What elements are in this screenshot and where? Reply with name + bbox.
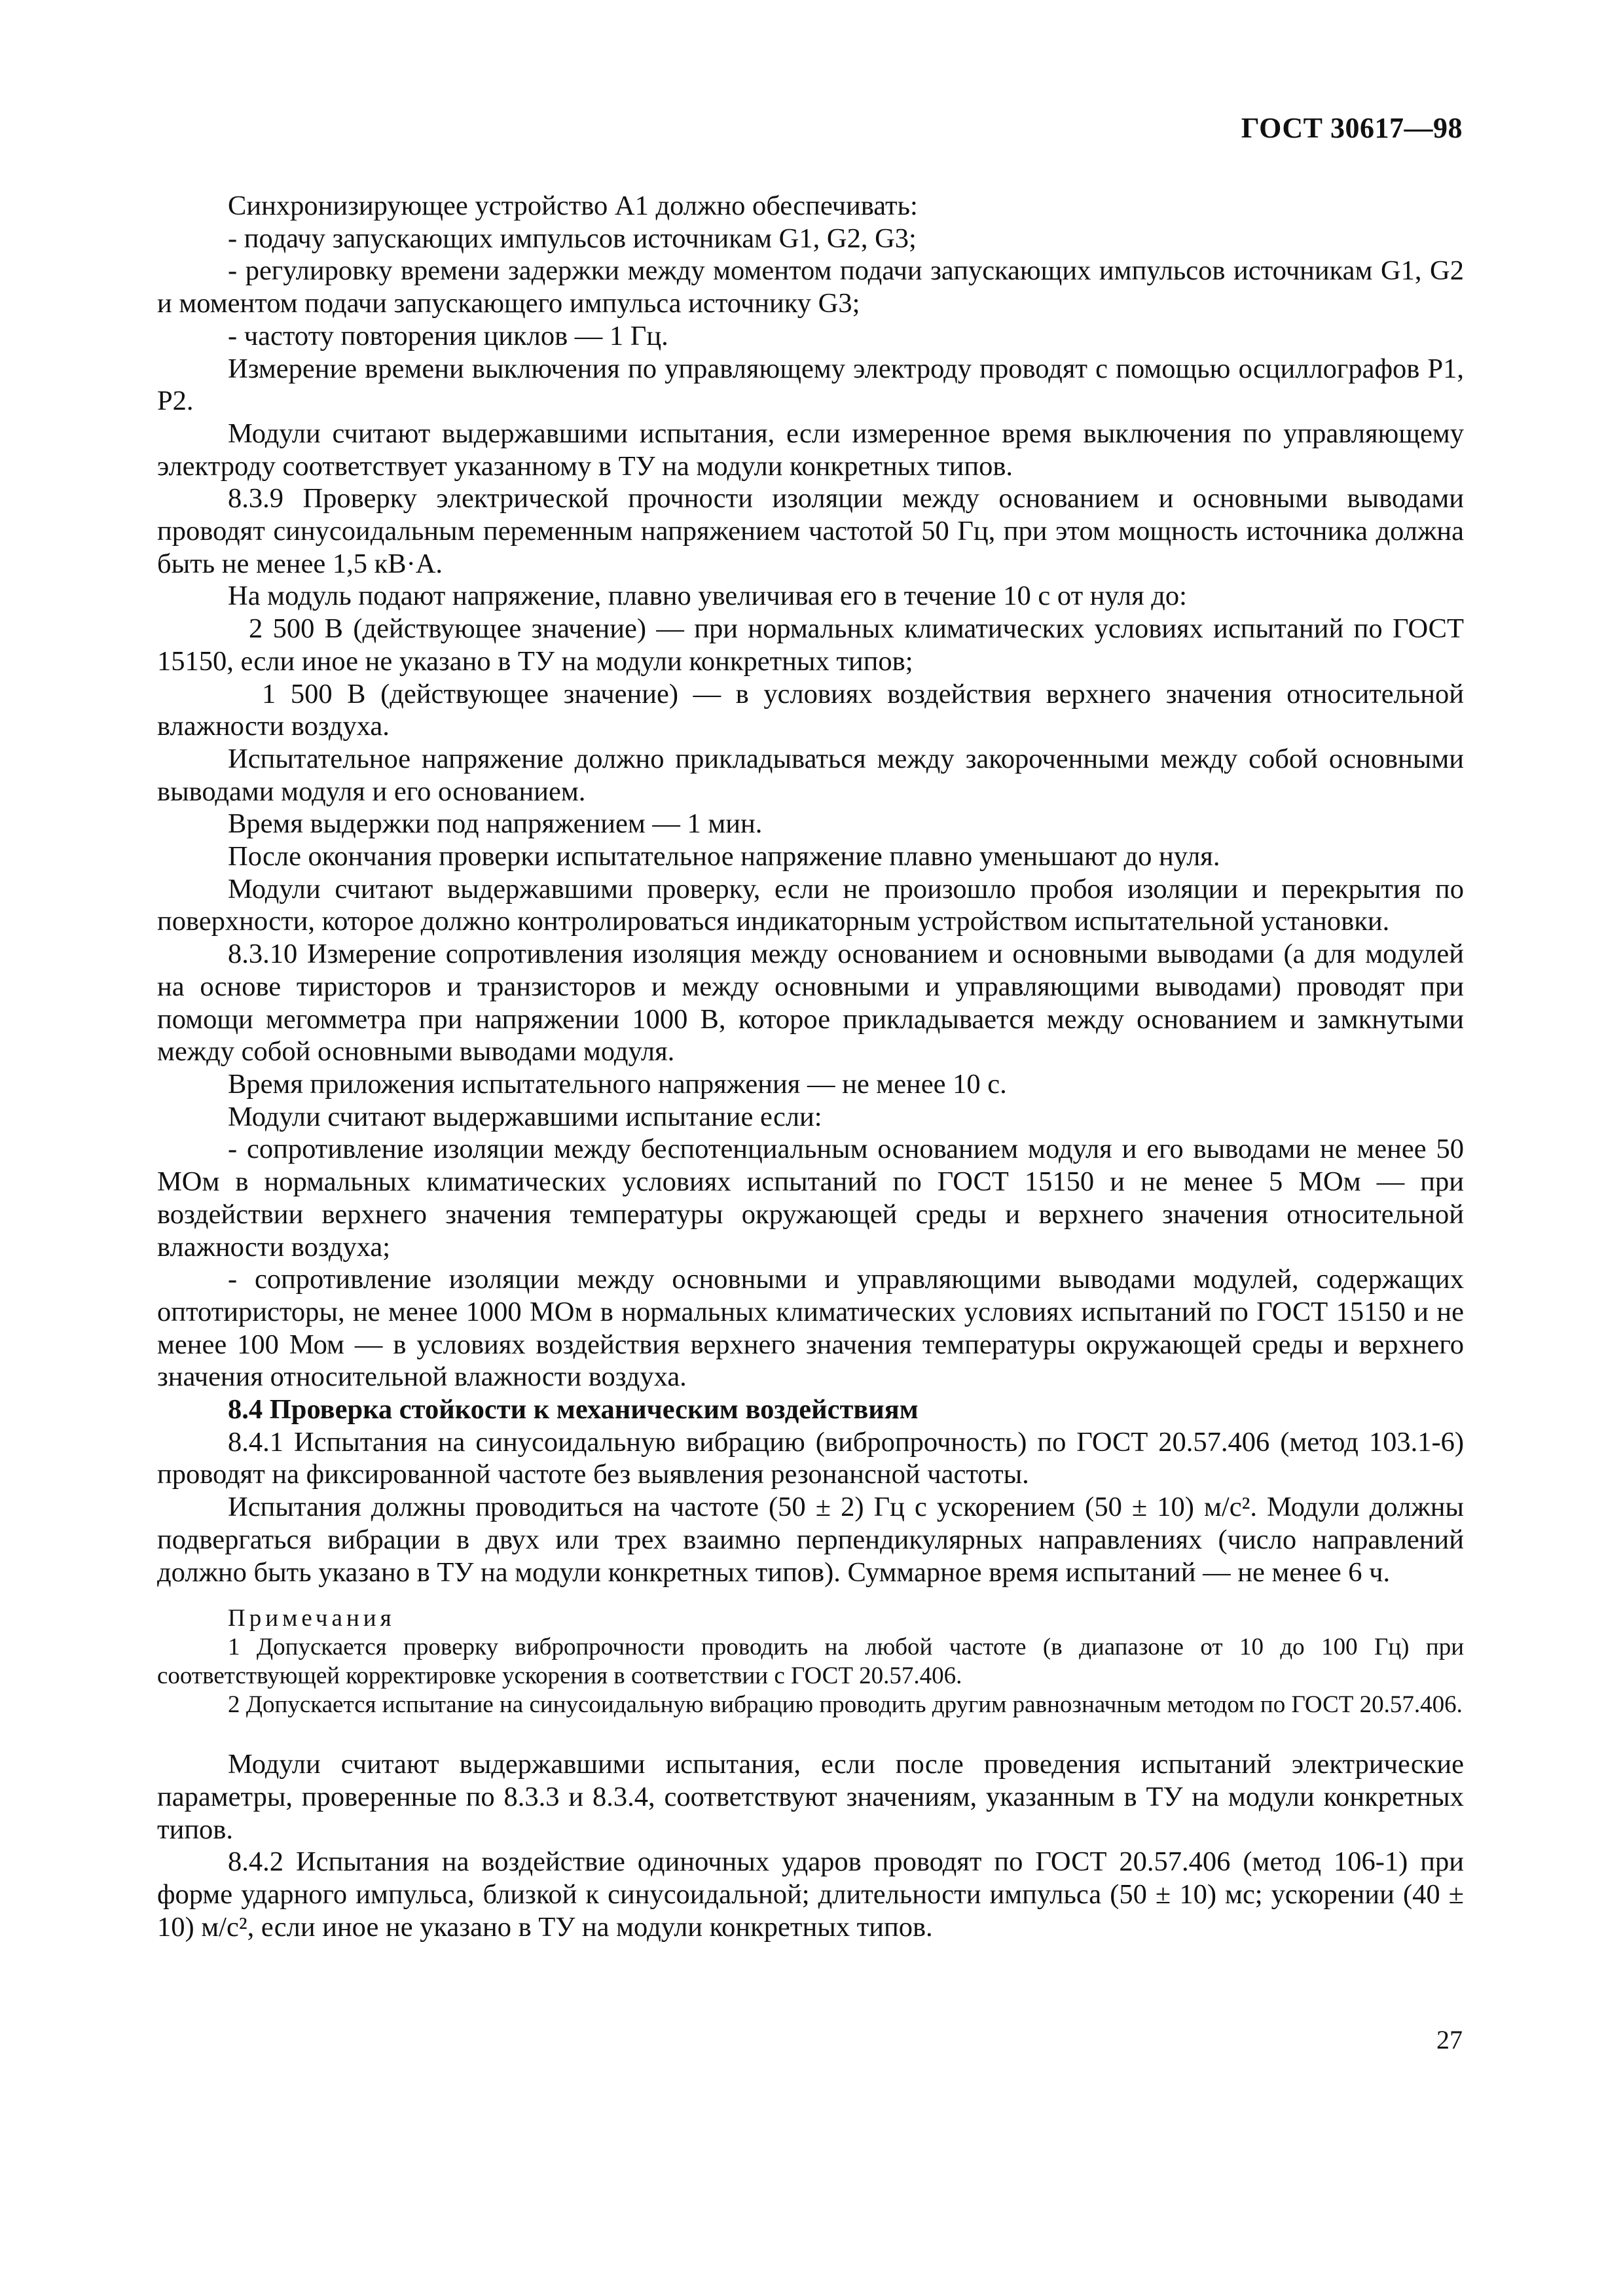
page-number: 27 [1436,2025,1463,2054]
paragraph-8-3-9: 8.3.9 Проверку электрической прочности изоляции между основанием и основными выводами проводят синусоидальным переменным напряжением частотой 50 Гц, при этом мощность источника должна быть не менее 1,5 кВ·А. [157,483,1464,579]
list-item: - частоту повторения циклов — 1 Гц. [228,320,668,351]
body-text [157,190,1464,1943]
list-item: - сопротивление изоляции между основными и управляющими выводами модулей, содержащих оптотиристоры, не менее 1000 МОм в нормальных климатических условиях испытаний по ГОСТ 15150 и не менее 100 Мом — в условиях воздействия верхнего значения температуры окружающей среды и верхнего значения относительной влажности воздуха. [157,1264,1464,1393]
paragraph: На модуль подают напряжение, плавно увеличивая его в течение 10 с от нуля до: [228,581,1187,612]
voltage-item: 2 500 В (действующее значение) — при нормальных климатических условиях испытаний по ГОСТ 15150, если иное не указано в ТУ на модули конкретных типов; [157,613,1464,677]
paragraph: Модули считают выдержавшими испытание если: [228,1101,822,1132]
after-notes [157,1748,1464,1943]
paragraph-8-4-2: 8.4.2 Испытания на воздействие одиночных ударов проводят по ГОСТ 20.57.406 (метод 106-1) при форме ударного импульса, близкой к синусоидальной; длительности импульса (50 ± 10) мс; ускорении (40 ± 10) м/с², если иное не указано в ТУ на модули конкретных типов. [157,1846,1464,1943]
voltage-item: 1 500 В (действующее значение) — в условиях воздействия верхнего значения относительной влажности воздуха. [157,678,1464,742]
paragraph: Измерение времени выключения по управляющему электроду проводят с помощью осциллографов Р1, Р2. [157,353,1464,417]
paragraph: Время приложения испытательного напряжения — не менее 10 с. [228,1068,1007,1100]
paragraph-8-3-10: 8.3.10 Измерение сопротивления изоляция между основанием и основными выводами (а для модулей на основе тиристоров и транзисторов и между основными и управляющими выводами) проводят при помощи мегомметра при напряжении 1000 В, которое прикладывается между основанием и замкнутыми между собой основными выводами модуля. [157,939,1464,1067]
note-item: 1 Допускается проверку вибропрочности проводить на любой частоте (в диапазоне от 10 до 100 Гц) при соответствующей корректировке ускорения в соответствии с ГОСТ 20.57.406. [157,1634,1464,1690]
standard-header: ГОСТ 30617—98 [1241,112,1463,144]
paragraph: Испытательное напряжение должно прикладываться между закороченными между собой основными выводами модуля и его основанием. [157,743,1464,807]
notes-block [157,1604,1464,1719]
list-item: - регулировку времени задержки между моментом подачи запускающих импульсов источникам G1, G2 и моментом подачи запускающего импульса источнику G3; [157,255,1464,319]
paragraph: Модули считают выдержавшими проверку, если не произошло пробоя изоляции и перекрытия по поверхности, которое должно контролироваться индикаторным устройством испытательной установки. [157,873,1464,937]
section-heading-8-4: 8.4 Проверка стойкости к механическим воздействиям [228,1394,919,1426]
paragraph: Время выдержки под напряжением — 1 мин. [228,808,763,840]
paragraph: Модули считают выдержавшими испытания, если после проведения испытаний электрические параметры, проверенные по 8.3.3 и 8.3.4, соответствуют значениям, указанным в ТУ на модули конкретных типов. [157,1749,1464,1845]
paragraph: Синхронизирующее устройство А1 должно обеспечивать: [228,190,918,221]
paragraph-8-4-1: 8.4.1 Испытания на синусоидальную вибрацию (вибропрочность) по ГОСТ 20.57.406 (метод 103.1-6) проводят на фиксированной частоте без выявления резонансной частоты. [157,1426,1464,1490]
notes-title: Примечания [228,1605,395,1632]
paragraph: Испытания должны проводиться на частоте (50 ± 2) Гц с ускорением (50 ± 10) м/с². Модули должны подвергаться вибрации в двух или трех взаимно перпендикулярных направлениях (число направлений должно быть указано в ТУ на модули конкретных типов). Суммарное время испытаний — не менее 6 ч. [157,1492,1464,1588]
paragraph: Модули считают выдержавшими испытания, если измеренное время выключения по управляющему электроду соответствует указанному в ТУ на модули конкретных типов. [157,418,1464,482]
paragraph: После окончания проверки испытательное напряжение плавно уменьшают до нуля. [228,841,1220,872]
list-item: - сопротивление изоляции между беспотенциальным основанием модуля и его выводами не менее 50 МОм в нормальных климатических условиях испытаний по ГОСТ 15150 и не менее 5 МОм — при воздействии верхнего значения температуры окружающей среды и верхнего значения относительной влажности воздуха; [157,1134,1464,1263]
list-item: - подачу запускающих импульсов источникам G1, G2, G3; [228,223,917,254]
note-item: 2 Допускается испытание на синусоидальную вибрацию проводить другим равнозначным методом по ГОСТ 20.57.406. [228,1691,1463,1719]
